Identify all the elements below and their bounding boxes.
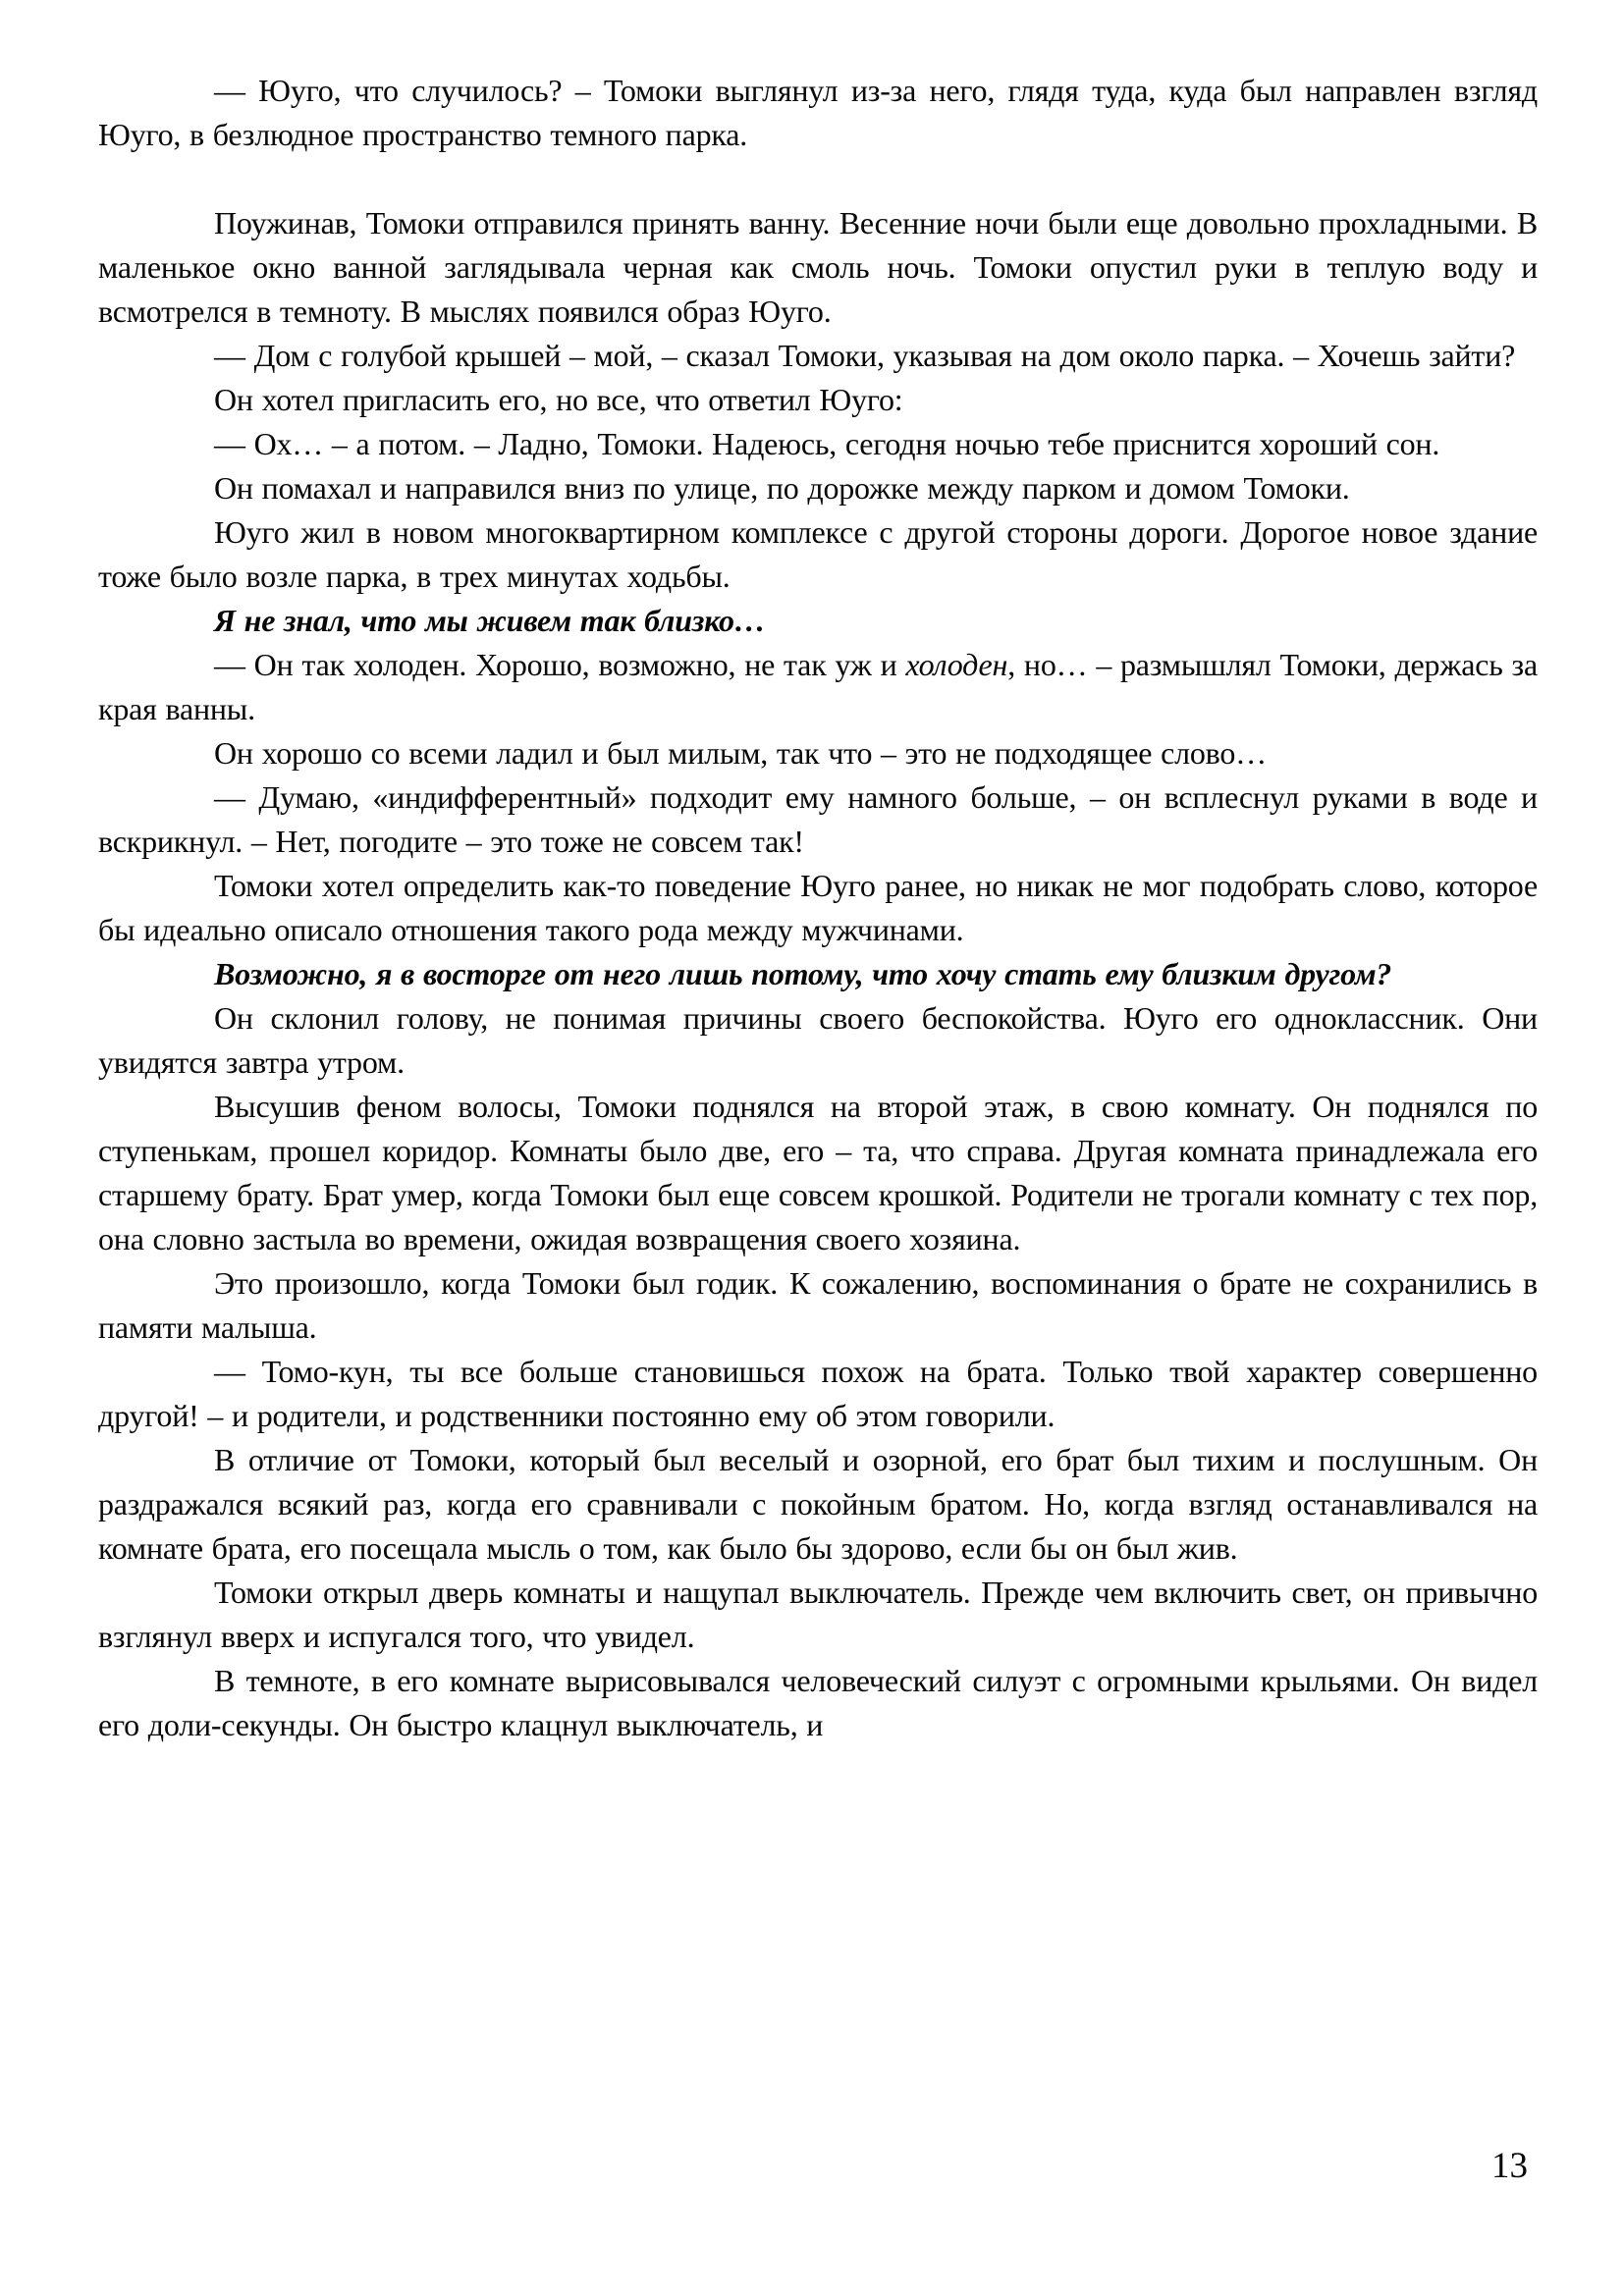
paragraph-segment-italic: холоден bbox=[905, 647, 1008, 682]
paragraph: — Томо-кун, ты все больше становишься похож на брата. Только твой характер совершенно другой! – и родители, и родственники постоянно ему об этом говорили. bbox=[98, 1354, 1538, 1433]
paragraph: Он хотел пригласить его, но все, что ответил Юуго: bbox=[214, 382, 903, 417]
paragraph: — Думаю, «индифферентный» подходит ему намного больше, – он всплеснул руками в воде и вскрикнул. – Нет, погодите – это тоже не совсем так! bbox=[98, 779, 1538, 859]
page-text-column bbox=[98, 69, 1538, 1747]
paragraph: Это произошло, когда Томоки был годик. К сожалению, воспоминания о брате не сохранились в памяти малыша. bbox=[98, 1265, 1538, 1345]
paragraph: Томоки открыл дверь комнаты и нащупал выключатель. Прежде чем включить свет, он привычно взглянул вверх и испугался того, что увидел. bbox=[98, 1575, 1538, 1654]
paragraph: Томоки хотел определить как-то поведение Юуго ранее, но никак не мог подобрать слово, которое бы идеально описало отношения такого рода между мужчинами. bbox=[98, 868, 1538, 947]
paragraph: Он помахал и направился вниз по улице, по дорожке между парком и домом Томоки. bbox=[214, 470, 1350, 506]
paragraph: Он хорошо со всеми ладил и был милым, так что – это не подходящее слово… bbox=[214, 735, 1267, 771]
page-number: 13 bbox=[1491, 2146, 1528, 2186]
paragraph: Высушив феном волосы, Томоки поднялся на второй этаж, в свою комнату. Он поднялся по ступенькам, прошел коридор. Комнаты было две, его – та, что справа. Другая комната принадлежала его старшему брату. Брат умер, когда Томоки был еще совсем крошкой. Родители не трогали комнату с тех пор, она словно застыла во времени, ожидая возвращения своего хозяина. bbox=[98, 1089, 1538, 1256]
paragraph: В отличие от Томоки, который был веселый и озорной, его брат был тихим и послушным. Он раздражался всякий раз, когда его сравнивали с покойным братом. Но, когда взгляд останавливался на комнате брата, его посещала мысль о том, как было бы здорово, если бы он был жив. bbox=[98, 1442, 1538, 1566]
paragraph: — Ох… – а потом. – Ладно, Томоки. Надеюсь, сегодня ночью тебе приснится хороший сон. bbox=[214, 426, 1440, 461]
paragraph bbox=[98, 643, 1538, 731]
paragraph: — Юуго, что случилось? – Томоки выглянул из-за него, глядя туда, куда был направлен взгляд Юуго, в безлюдное пространство темного парка. bbox=[98, 73, 1538, 152]
paragraph: Юуго жил в новом многоквартирном комплексе с другой стороны дороги. Дорогое новое здание тоже было возле парка, в трех минутах ходьбы. bbox=[98, 514, 1538, 594]
paragraph-segment: — Он так холоден. Хорошо, возможно, не так уж и bbox=[214, 647, 906, 682]
paragraph: — Дом с голубой крышей – мой, – сказал Томоки, указывая на дом около парка. – Хочешь зайти? bbox=[214, 338, 1516, 373]
paragraph-thought: Я не знал, что мы живем так близко… bbox=[214, 603, 766, 638]
paragraph: Он склонил голову, не понимая причины своего беспокойства. Юуго его одноклассник. Они увидятся завтра утром. bbox=[98, 1000, 1538, 1080]
paragraph-thought: Возможно, я в восторге от него лишь потому, что хочу стать ему близким другом? bbox=[214, 956, 1392, 991]
paragraph-segment: , но… – размышлял Томоки, держась за края ванны. bbox=[98, 647, 1538, 726]
paragraph: Поужинав, Томоки отправился принять ванну. Весенние ночи были еще довольно прохладными. В маленькое окно ванной заглядывала черная как смоль ночь. Томоки опустил руки в теплую воду и всмотрелся в темноту. В мыслях появился образ Юуго. bbox=[98, 205, 1538, 329]
paragraph: В темноте, в его комнате вырисовывался человеческий силуэт с огромными крыльями. Он видел его доли-секунды. Он быстро клацнул выключатель, и bbox=[98, 1663, 1538, 1742]
